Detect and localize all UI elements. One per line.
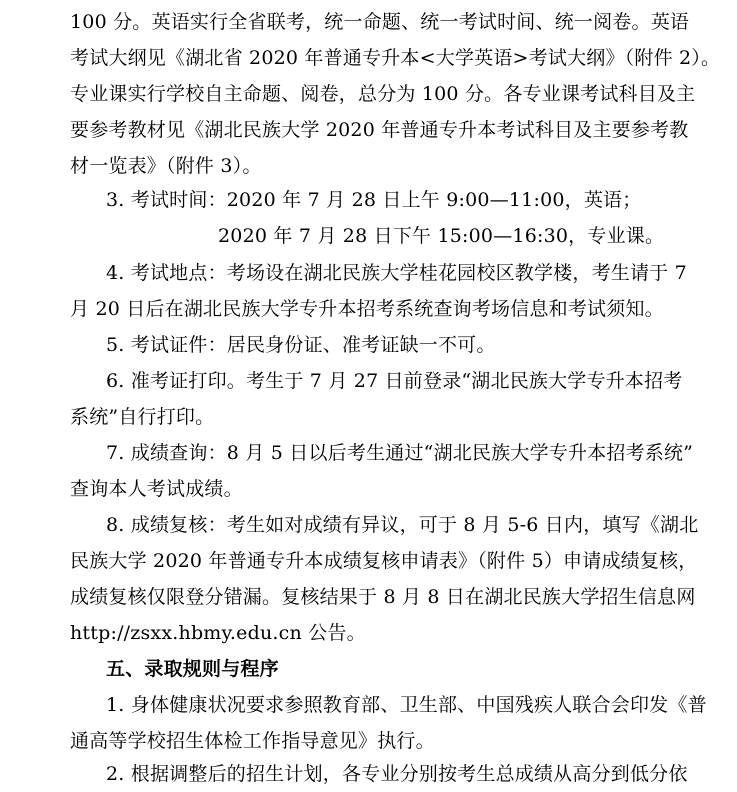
paragraph-line: 系统”自行打印。: [70, 406, 215, 428]
paragraph-line: 通高等学校招生体检工作指导意见》执行。: [70, 730, 435, 752]
paragraph-line: 专业课实行学校自主命题、阅卷，总分为 100 分。各专业课考试科目及主: [70, 83, 696, 105]
paragraph-line: 100 分。英语实行全省联考，统一命题、统一考试时间、统一阅卷。英语: [70, 11, 690, 33]
exam-time-item: 3. 考试时间：2020 年 7 月 28 日上午 9:00—11:00，英语；: [106, 189, 642, 211]
admission-rule-item: 2. 根据调整后的招生计划，各专业分别按考生总成绩从高分到低分依: [106, 763, 688, 785]
paragraph-line: 考试大纲见《湖北省 2020 年普通专升本<大学英语>考试大纲》（附件 2）。: [70, 47, 721, 69]
score-query-item: 7. 成绩查询：8 月 5 日以后考生通过“湖北民族大学专升本招考系统”: [106, 442, 694, 464]
paragraph-line: 材一览表》（附件 3）。: [70, 155, 262, 177]
admission-ticket-item: 6. 准考证打印。考生于 7 月 27 日前登录“湖北民族大学专升本招考: [106, 370, 683, 392]
exam-documents-item: 5. 考试证件：居民身份证、准考证缺一不可。: [106, 334, 496, 356]
score-review-item: 8. 成绩复核：考生如对成绩有异议，可于 8 月 5-6 日内，填写《湖北: [106, 514, 699, 536]
health-requirement-item: 1. 身体健康状况要求参照教育部、卫生部、中国残疾人联合会印发《普: [106, 694, 707, 716]
section-heading: 五、录取规则与程序: [106, 658, 279, 680]
paragraph-line: http://zsxx.hbmy.edu.cn 公告。: [70, 622, 366, 644]
exam-time-item-continued: 2020 年 7 月 28 日下午 15:00—16:30，专业课。: [218, 225, 665, 247]
paragraph-line: 民族大学 2020 年普通专升本成绩复核申请表》（附件 5）申请成绩复核，: [70, 550, 698, 572]
paragraph-line: 要参考教材见《湖北民族大学 2020 年普通专升本考试科目及主要参考教: [70, 119, 689, 141]
exam-location-item: 4. 考试地点：考场设在湖北民族大学桂花园校区教学楼，考生请于 7: [106, 262, 687, 284]
paragraph-line: 月 20 日后在湖北民族大学专升本招考系统查询考场信息和考试须知。: [70, 298, 664, 320]
paragraph-line: 查询本人考试成绩。: [70, 478, 243, 500]
paragraph-line: 成绩复核仅限登分错漏。复核结果于 8 月 8 日在湖北民族大学招生信息网: [70, 586, 696, 608]
